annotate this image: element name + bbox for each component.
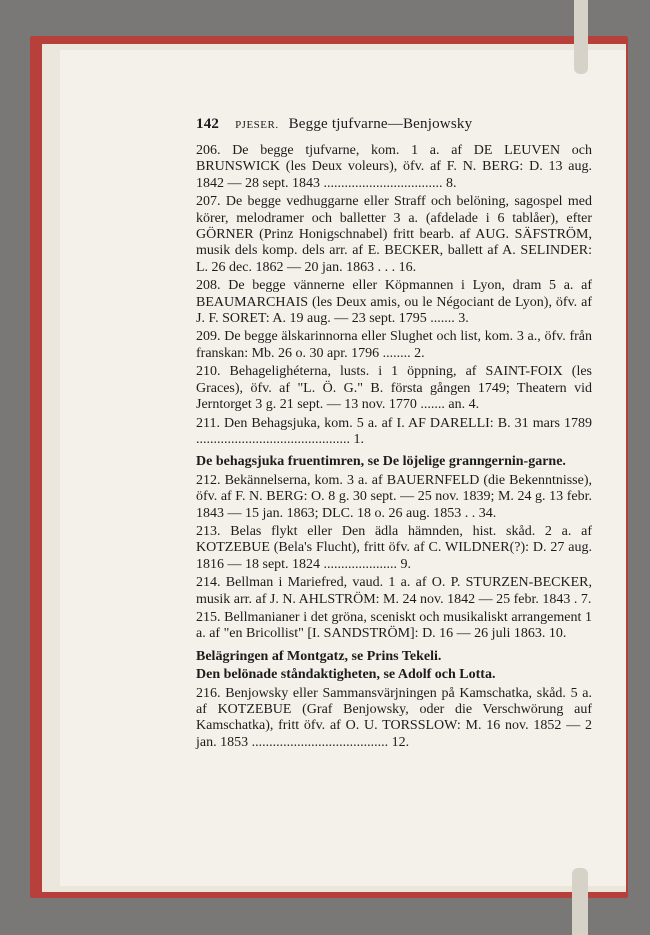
entry-number: 214. bbox=[196, 575, 221, 591]
cross-reference bbox=[196, 454, 592, 470]
entry-213 bbox=[196, 524, 592, 573]
entry-text: Belägringen af Montgatz, se Prins Tekeli. bbox=[196, 648, 442, 664]
entry-212 bbox=[196, 473, 592, 522]
running-header bbox=[196, 116, 592, 133]
entry-text: De begge vännerne eller Köpmannen i Lyon, dram 5 a. af BEAUMARCHAIS (les Deux amis, ou le Négociant de Lyon), öfv. af J. F. SORET: A. 19 aug. — 23 sept. 1795 ....... 3. bbox=[196, 278, 592, 327]
entry-number: 215. bbox=[196, 609, 221, 625]
entry-text: Bellmanianer i det gröna, sceniskt och musikaliskt arrangement 1 a. af "en Bricollist" [I. SANDSTRÖM]: D. 16 — 26 juli 1863. 10. bbox=[196, 609, 592, 642]
entry-215 bbox=[196, 610, 592, 643]
entry-text: De begge vedhuggarne eller Straff och belöning, sagospel med körer, melodramer och balletter 3 a. (afdelade i 6 tablåer), efter GÖRNER (Prinz Honigschnabel) fritt bearb. af AUG. SÄFSTRÖM, musik dels komp. dels arr. af E. BECKER, ballett af A. SELINDER: L. 26 dec. 1862 — 20 jan. 1863 . . . 16. bbox=[196, 194, 592, 275]
clamp-top bbox=[574, 0, 588, 74]
entry-number: 208. bbox=[196, 278, 221, 294]
page-number: 142 bbox=[196, 116, 220, 132]
entry-206 bbox=[196, 143, 592, 192]
entry-214 bbox=[196, 575, 592, 608]
entry-number: 216. bbox=[196, 685, 221, 701]
entry-text: De begge älskarinnorna eller Slughet och list, kom. 3 a., öfv. från franskan: Mb. 26 o. 30 apr. 1796 ........ 2. bbox=[196, 329, 593, 361]
entry-text: Bekännelserna, kom. 3 a. af BAUERNFELD (die Bekenntnisse), öfv. af F. N. BERG: O. 8 g. 30 sept. — 25 nov. 1839; M. 24 g. 13 febr. 1843 — 15 jan. 1863; DLC. 18 o. 26 aug. 1853 . . 34. bbox=[196, 472, 593, 521]
entry-text: Den Behagsjuka, kom. 5 a. af I. AF DARELLI: B. 31 mars 1789 ............................................ 1. bbox=[196, 415, 592, 447]
entry-number: 211. bbox=[196, 415, 220, 431]
entry-text: De behagsjuka fruentimren, se De löjelige granngernin-garne. bbox=[196, 454, 566, 470]
entry-216 bbox=[196, 686, 592, 752]
entry-211 bbox=[196, 416, 592, 449]
entry-text: Den belönade ståndaktigheten, se Adolf och Lotta. bbox=[196, 667, 496, 683]
entry-text: Behagelighéterna, lusts. i 1 öppning, af SAINT-FOIX (les Graces), öfv. af "L. Ö. G." B. första gången 1749; Theatern vid Jerntorget 3 g. 21 sept. — 13 nov. 1770 ....... an. 4. bbox=[196, 364, 592, 413]
page-content bbox=[196, 116, 592, 753]
entry-text: De begge tjufvarne, kom. 1 a. af DE LEUVEN och BRUNSWICK (les Deux voleurs), öfv. af F. N. BERG: D. 13 aug. 1842 — 28 sept. 1843 .................................. 8. bbox=[196, 143, 592, 191]
cross-reference bbox=[196, 649, 592, 665]
entry-number: 213. bbox=[196, 523, 221, 539]
running-author: PJESER. bbox=[235, 119, 279, 131]
entry-number: 210. bbox=[196, 364, 221, 380]
cross-reference bbox=[196, 667, 592, 683]
entry-number: 206. bbox=[196, 143, 221, 158]
entry-207 bbox=[196, 194, 592, 276]
entry-number: 212. bbox=[196, 472, 221, 488]
entry-208 bbox=[196, 278, 592, 327]
entry-209 bbox=[196, 329, 592, 362]
running-title: Begge tjufvarne—Benjowsky bbox=[288, 116, 473, 132]
entry-210 bbox=[196, 364, 592, 413]
entry-number: 207. bbox=[196, 194, 221, 210]
entry-number: 209. bbox=[196, 329, 221, 345]
entry-text: Benjowsky eller Sammansvärjningen på Kamschatka, skåd. 5 a. af KOTZEBUE (Graf Benjowsky, oder die Verschwörung auf Kamschatka), fritt öfv. af O. U. TORSSLOW: M. 16 nov. 1852 — 2 jan. 1853 ....................................... 12. bbox=[196, 685, 593, 750]
entry-text: Belas flykt eller Den ädla hämnden, hist. skåd. 2 a. af KOTZEBUE (Bela's Flucht), fritt öfv. af C. WILDNER(?): D. 27 aug. 1816 — 18 sept. 1824 ..................... 9. bbox=[196, 523, 593, 572]
entry-text: Bellman i Mariefred, vaud. 1 a. af O. P. STURZEN-BECKER, musik arr. af J. N. AHLSTRÖM: M. 24 nov. 1842 — 25 febr. 1843 . 7. bbox=[196, 575, 593, 607]
clamp-bottom bbox=[572, 868, 588, 935]
